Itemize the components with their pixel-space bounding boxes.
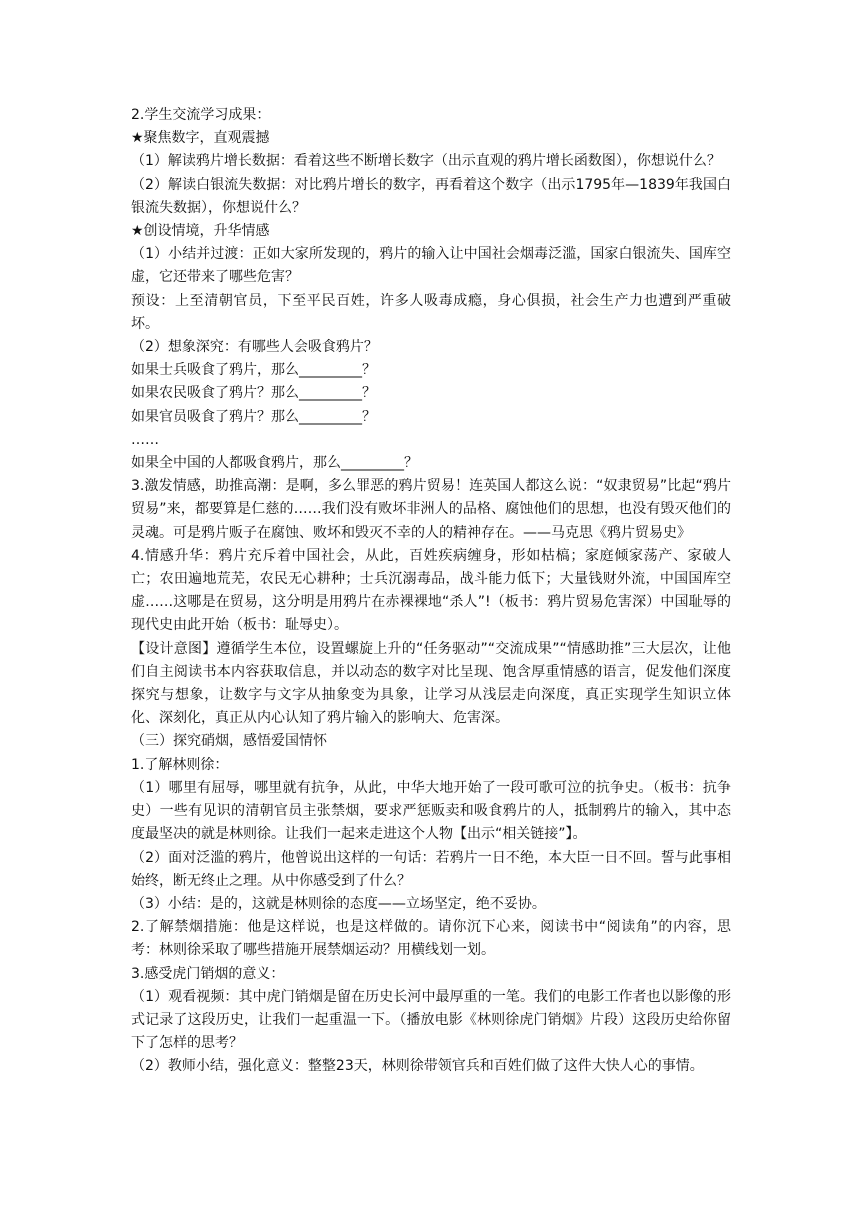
paragraph-design-intent: 【设计意图】遵循学生本位，设置螺旋上升的“任务驱动”“交流成果”“情感助推”三大层次，让他们自主阅读书本内容获取信息，并以动态的数字对比呈现、饱含厚重情感的语言，促发他们深度探究与想象，让数字与文字从抽象变为具象，让学习从浅层走向深度，真正实现学生知识立体化、深刻化，真正从内心认知了鸦片输入的影响大、危害深。 bbox=[131, 640, 731, 727]
paragraph-video: （1）观看视频：其中虎门销烟是留在历史长河中最厚重的一笔。我们的电影工作者也以影像的形式记录了这段历史，让我们一起重温一下。（播放电影《林则徐虎门销烟》片段）这段历史给你留下了怎样的思考？ bbox=[131, 988, 731, 1052]
subheading-scenario: ★创设情境，升华情感 bbox=[131, 223, 270, 240]
paragraph-attitude: （3）小结：是的，这就是林则徐的态度——立场坚定，绝不妥协。 bbox=[131, 895, 546, 912]
paragraph-measures: 2.了解禁烟措施：他是这样说，也是这样做的。请你沉下心来，阅读书中“阅读角”的内容，思考：林则徐采取了哪些措施开展禁烟运动？用横线划一划。 bbox=[131, 919, 731, 959]
paragraph-quote: （2）面对泛滥的鸦片，他曾说出这样的一句话：若鸦片一日不绝，本大臣一日不回。誓与此事相始终，断无终止之理。从中你感受到了什么？ bbox=[131, 849, 731, 889]
paragraph-climax: 3.激发情感，助推高潮：是啊，多么罪恶的鸦片贸易！连英国人都这么说：“奴隶贸易”比起“鸦片贸易”来，都要算是仁慈的……我们没有败坏非洲人的品格、腐蚀他们的思想，也没有毁灭他们的灵魂。可是鸦片贩子在腐蚀、败坏和毁灭不幸的人的精神存在。——马克思《鸦片贸易史》 bbox=[131, 478, 731, 541]
heading-humen: 3.感受虎门销烟的意义： bbox=[131, 965, 285, 982]
paragraph-imagine: （2）想象深究：有哪些人会吸食鸦片？ bbox=[131, 339, 378, 356]
paragraph-summary-transition: （1）小结并过渡：正如大家所发现的，鸦片的输入让中国社会烟毒泛滥，国家白银流失、国库空虚，它还带来了哪些危害？ bbox=[131, 246, 731, 286]
section-heading-exchange: 2.学生交流学习成果： bbox=[131, 107, 271, 123]
question-all-china: 如果全中国的人都吸食鸦片，那么_________？ bbox=[131, 455, 418, 472]
question-officials: 如果官员吸食了鸦片？那么_________？ bbox=[131, 408, 376, 425]
paragraph-silver-outflow: （2）解读白银流失数据：对比鸦片增长的数字，再看着这个数字（出示1795年—1839年我国白银流失数据），你想说什么？ bbox=[131, 176, 731, 216]
section-heading-smoke: （三）探究硝烟，感悟爱国情怀 bbox=[131, 733, 327, 750]
paragraph-resistance: （1）哪里有屈辱，哪里就有抗争，从此，中华大地开始了一段可歌可泣的抗争史。（板书：抗争史）一些有见识的清朝官员主张禁烟，要求严惩贩卖和吸食鸦片的人，抵制鸦片的输入，其中态度最坚决的就是林则徐。让我们一起来走进这个人物【出示“相关链接”】。 bbox=[131, 779, 731, 843]
question-soldiers: 如果士兵吸食了鸦片，那么_________？ bbox=[131, 362, 376, 379]
paragraph-preset: 预设：上至清朝官员，下至平民百姓，许多人吸毒成瘾，身心俱损，社会生产力也遭到严重破坏。 bbox=[131, 292, 731, 332]
paragraph-emotion-elevation: 4.情感升华：鸦片充斥着中国社会，从此，百姓疾病缠身，形如枯槁；家庭倾家荡产、家破人亡；农田遍地荒芜，农民无心耕种；士兵沉溺毒品，战斗能力低下；大量钱财外流，中国国库空虚……这哪是在贸易，这分明是用鸦片在赤裸裸地“杀人”!（板书：鸦片贸易危害深）中国耻辱的现代史由此开始（板书：耻辱史）。 bbox=[131, 547, 731, 634]
subheading-numbers: ★聚焦数字，直观震撼 bbox=[131, 130, 270, 147]
paragraph-teacher-summary: （2）教师小结，强化意义：整整23天，林则徐带领官兵和百姓们做了这件大快人心的事情。 bbox=[131, 1058, 704, 1075]
document-body bbox=[131, 104, 731, 1079]
question-farmers: 如果农民吸食了鸦片？那么_________？ bbox=[131, 385, 376, 402]
ellipsis-line: …… bbox=[131, 431, 159, 448]
heading-lin-zexu: 1.了解林则徐： bbox=[131, 756, 229, 773]
paragraph-opium-growth: （1）解读鸦片增长数据：看着这些不断增长数字（出示直观的鸦片增长函数图），你想说什么？ bbox=[131, 153, 721, 170]
